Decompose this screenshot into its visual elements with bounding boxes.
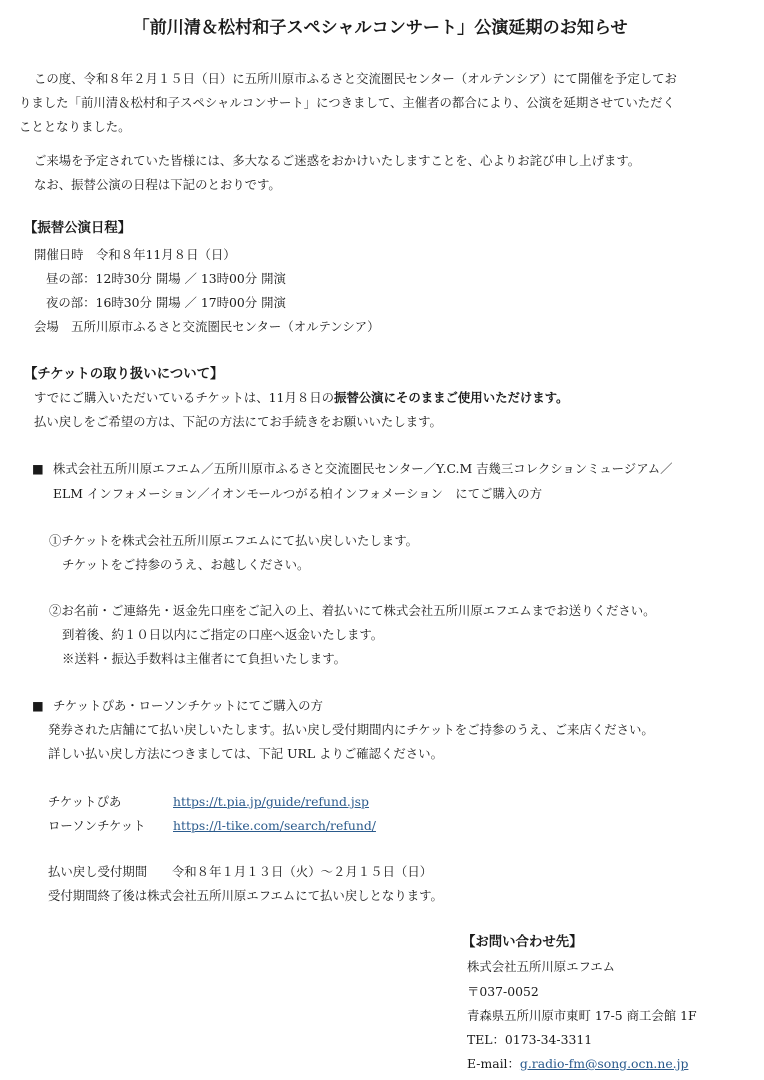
option-2-line: ※送料・振込手数料は主催者にて負担いたします。 — [62, 651, 346, 666]
pia-label: チケットぴあ — [48, 794, 122, 809]
intro-line: りました「前川清＆松村和子スペシャルコンサート」につきまして、主催者の都合により、公演を延期させていただく — [19, 95, 675, 110]
option-2-line: 到着後、約１０日以内にご指定の口座へ返金いたします。 — [62, 627, 384, 642]
intro-line: この度、令和８年２月１５日（日）に五所川原市ふるさと交流圏民センター（オルテンシア）にて開催を予定してお — [34, 71, 677, 86]
tickets-line — [34, 392, 568, 404]
tickets-line: 払い戻しをご希望の方は、下記の方法にてお手続きをお願いいたします。 — [34, 414, 442, 429]
contact-email-label: E-mail： — [467, 1056, 520, 1071]
group-b-line: チケットぴあ・ローソンチケットにてご購入の方 — [53, 698, 323, 713]
contact-heading: 【お問い合わせ先】 — [462, 934, 583, 950]
contact-postal: 〒037-0052 — [467, 984, 539, 999]
bullet-icon: ■ — [32, 698, 44, 713]
contact-email-link[interactable]: g.radio-fm@song.ocn.ne.jp — [519, 1056, 689, 1071]
group-a-line: 株式会社五所川原エフエム／五所川原市ふるさと交流圏民センター／Y.C.M 吉幾三コレクションミュージアム／ — [53, 461, 673, 476]
intro-line: こととなりました。 — [19, 119, 131, 134]
group-b-line: 詳しい払い戻し方法につきましては、下記 URL よりご確認ください。 — [48, 746, 443, 761]
option-1-line: ①チケットを株式会社五所川原エフエムにて払い戻しいたします。 — [49, 533, 418, 548]
contact-address: 青森県五所川原市東町 17-5 商工会館 1F — [467, 1008, 697, 1023]
reschedule-day: 昼の部：12時30分 開場 ／ 13時00分 開演 — [46, 271, 286, 286]
page-title: 「前川清＆松村和子スペシャルコンサート」公演延期のお知らせ — [132, 18, 628, 38]
group-a-line: ELM インフォメーション／イオンモールつがる柏インフォメーション にてご購入の方 — [53, 486, 543, 501]
pia-link[interactable]: https://t.pia.jp/guide/refund.jsp — [173, 794, 369, 809]
intro-line: なお、振替公演の日程は下記のとおりです。 — [34, 177, 281, 192]
contact-company: 株式会社五所川原エフエム — [467, 959, 616, 974]
intro-line: ご来場を予定されていた皆様には、多大なるご迷惑をおかけいたしますことを、心よりお詫び申し上げます。 — [34, 153, 641, 168]
reschedule-night: 夜の部：16時30分 開場 ／ 17時00分 開演 — [46, 295, 286, 310]
contact-tel: TEL：0173-34-3311 — [467, 1032, 593, 1047]
refund-after: 受付期間終了後は株式会社五所川原エフエムにて払い戻しとなります。 — [48, 888, 443, 903]
bullet-icon: ■ — [32, 461, 44, 476]
reschedule-heading: 【振替公演日程】 — [24, 220, 132, 236]
option-1-line: チケットをご持参のうえ、お越しください。 — [62, 557, 310, 572]
tickets-line-bold: 振替公演にそのままご使用いただけます。 — [334, 390, 569, 405]
tickets-heading: 【チケットの取り扱いについて】 — [24, 366, 224, 382]
group-b-line: 発券された店舗にて払い戻しいたします。払い戻し受付期間内にチケットをご持参のうえ、ご来店ください。 — [48, 722, 654, 737]
tickets-line-text: すでにご購入いただいているチケットは、11月８日の — [34, 390, 335, 405]
reschedule-date: 開催日時 令和８年11月８日（日） — [34, 247, 236, 262]
contact-email-row — [467, 1058, 688, 1070]
lawson-link[interactable]: https://l-tike.com/search/refund/ — [173, 818, 376, 833]
reschedule-venue: 会場 五所川原市ふるさと交流圏民センター（オルテンシア） — [34, 319, 380, 334]
refund-period: 払い戻し受付期間 令和８年１月１３日（火）～２月１５日（日） — [48, 864, 433, 879]
lawson-label: ローソンチケット — [48, 818, 146, 833]
option-2-line: ②お名前・ご連絡先・返金先口座をご記入の上、着払いにて株式会社五所川原エフエムまでお送りください。 — [49, 603, 656, 618]
